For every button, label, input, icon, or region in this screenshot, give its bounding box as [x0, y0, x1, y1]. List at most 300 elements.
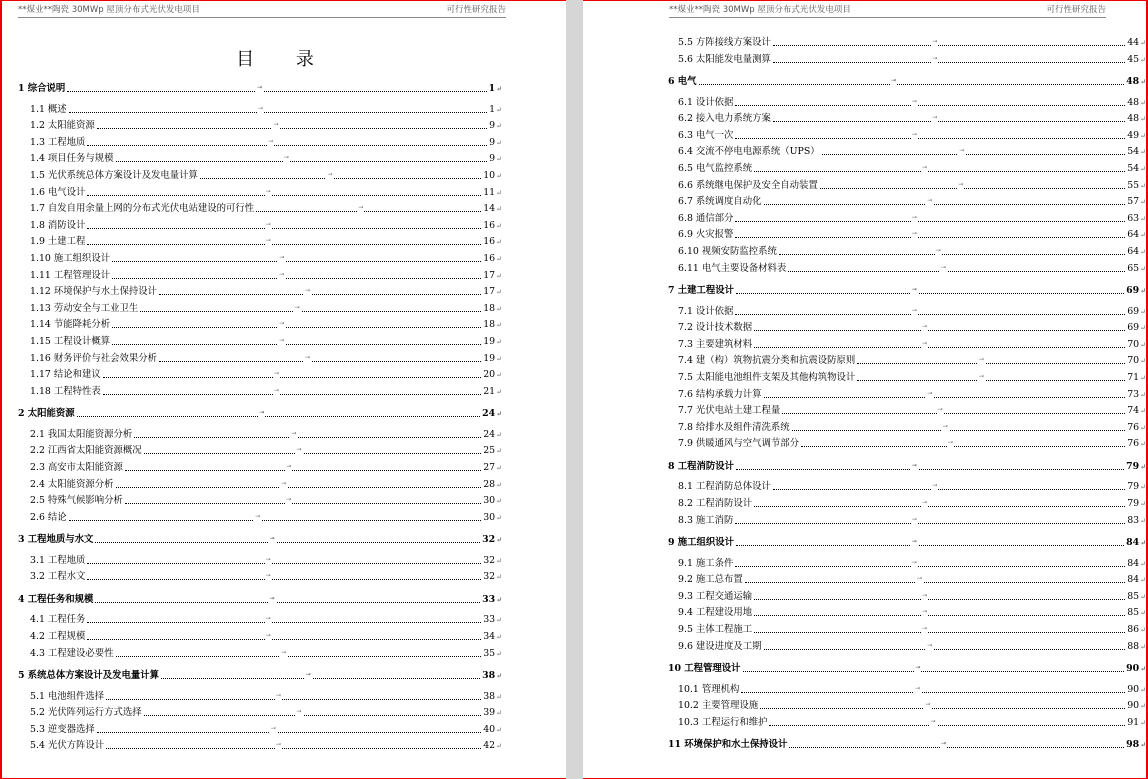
toc-dot-leader	[735, 523, 1125, 524]
paragraph-mark-icon: ↵	[496, 447, 502, 456]
toc-entry-title: 6.10 视频安防监控系统	[678, 246, 777, 257]
toc-page-number: 32	[482, 534, 496, 546]
toc-entry-title: 9 施工组织设计	[668, 537, 735, 549]
toc-dot-leader	[741, 692, 1125, 693]
paragraph-mark-icon: ↵	[496, 221, 502, 230]
toc-page-number: 98	[1126, 739, 1140, 751]
toc-section-entry[interactable]	[30, 444, 502, 457]
toc-section-entry[interactable]	[678, 683, 1146, 696]
toc-chapter-entry[interactable]	[668, 662, 1146, 675]
toc-section-entry[interactable]	[678, 354, 1146, 367]
paragraph-mark-icon: ↵	[496, 238, 502, 247]
toc-section-entry[interactable]	[30, 706, 502, 719]
paragraph-mark-icon: ↵	[496, 321, 502, 330]
toc-entry-title: 3.1 工程地质	[30, 554, 86, 566]
toc-dot-leader	[77, 416, 480, 417]
toc-page-number: 17	[483, 286, 496, 298]
toc-section-entry[interactable]	[678, 245, 1146, 258]
toc-section-entry[interactable]	[678, 321, 1146, 334]
toc-section-entry[interactable]	[30, 494, 502, 507]
toc-page-number: 42	[483, 740, 496, 752]
toc-dot-leader	[857, 380, 1125, 381]
toc-page-number: 76	[1127, 438, 1140, 450]
toc-dot-leader	[112, 327, 481, 328]
toc-dot-leader	[256, 211, 481, 212]
paragraph-mark-icon: ↵	[496, 205, 502, 214]
toc-entry-title: 6.5 电气监控系统	[678, 163, 753, 174]
toc-entry-title: 4.1 工程任务	[30, 614, 86, 626]
toc-dot-leader	[820, 188, 1125, 189]
toc-entry-title: 7.4 建（构）筑物抗震分类和抗震设防原则	[678, 355, 856, 367]
toc-section-entry[interactable]	[30, 461, 502, 474]
toc-page-number: 32	[483, 571, 496, 583]
toc-page-number: 79	[1126, 460, 1140, 472]
toc-chapter-entry[interactable]	[668, 75, 1146, 88]
toc-dot-leader	[87, 228, 481, 229]
toc-section-entry[interactable]	[30, 511, 502, 524]
toc-entry-title: 2.5 特殊气候影响分析	[30, 495, 123, 507]
toc-entry-title: 4.3 工程建设必要性	[30, 647, 114, 659]
toc-entry-title: 1 综合说明	[18, 83, 66, 94]
toc-dot-leader	[754, 599, 1125, 600]
toc-page-number: 11	[483, 186, 496, 198]
toc-page-number: 10	[483, 169, 496, 181]
toc-section-entry[interactable]	[678, 404, 1146, 417]
paragraph-mark-icon: ↵	[1140, 248, 1146, 256]
toc-page-number: 86	[1127, 624, 1140, 635]
toc-dot-leader	[735, 138, 1125, 139]
toc-dot-leader	[773, 121, 1125, 122]
toc-entry-title: 5.3 逆变器选择	[30, 723, 95, 735]
toc-page-number: 16	[483, 236, 496, 248]
paragraph-mark-icon: ↵	[1140, 685, 1146, 694]
toc-page-number: 38	[483, 690, 496, 702]
toc-dot-leader	[134, 437, 481, 438]
toc-entry-title: 1.7 自发自用余量上网的分布式光伏电站建设的可行性	[30, 203, 255, 215]
toc-entry-title: 3.2 工程水文	[30, 571, 86, 583]
paragraph-mark-icon: ↵	[496, 692, 502, 701]
toc-chapter-entry[interactable]	[18, 533, 502, 546]
toc-page-number: 18	[483, 302, 496, 314]
toc-section-entry[interactable]	[30, 690, 502, 703]
toc-section-entry[interactable]	[30, 739, 502, 752]
paragraph-mark-icon: ↵	[1140, 340, 1146, 349]
toc-section-entry[interactable]	[30, 202, 502, 215]
toc-entry-title: 7 土建工程设计	[668, 285, 735, 297]
toc-section-entry[interactable]	[30, 335, 502, 348]
toc-dot-leader	[116, 656, 482, 657]
paragraph-mark-icon: ↵	[496, 497, 502, 506]
toc-entry-title: 9.3 工程交通运输	[678, 590, 753, 602]
toc-page-number: 32	[483, 554, 496, 566]
paragraph-mark-icon: ↵	[496, 337, 502, 346]
toc-dot-leader	[106, 748, 481, 749]
toc-dot-leader	[103, 377, 481, 378]
toc-chapter-entry[interactable]	[668, 536, 1146, 549]
toc-chapter-entry[interactable]	[668, 460, 1146, 473]
toc-dot-leader	[736, 293, 1124, 294]
toc-section-entry[interactable]	[678, 480, 1146, 493]
paragraph-mark-icon: ↵	[1140, 642, 1146, 651]
toc-dot-leader	[760, 708, 1125, 709]
toc-section-entry[interactable]	[30, 169, 502, 182]
paragraph-mark-icon: ↵	[1140, 307, 1146, 316]
toc-section-entry[interactable]	[30, 269, 502, 282]
toc-page-number: 83	[1127, 514, 1140, 526]
toc-page-number: 64	[1127, 229, 1140, 241]
toc-dot-leader	[95, 602, 480, 603]
toc-page-number: 57	[1127, 196, 1140, 208]
toc-section-entry[interactable]	[30, 428, 502, 441]
toc-entry-title: 5.4 光伏方阵设计	[30, 740, 105, 752]
toc-page-number: 48	[1127, 113, 1140, 125]
toc-dot-leader	[773, 45, 1125, 46]
toc-page-number: 40	[483, 723, 496, 735]
toc-entry-title: 8.1 工程消防总体设计	[678, 481, 771, 493]
paragraph-mark-icon: ↵	[1140, 357, 1146, 366]
toc-entry-title: 1.10 施工组织设计	[30, 252, 111, 264]
toc-section-entry[interactable]	[30, 385, 502, 398]
toc-dot-leader	[754, 615, 1125, 616]
toc-page-number: 1	[488, 83, 496, 94]
toc-page-number: 63	[1127, 212, 1140, 224]
toc-entry-title: 1.14 节能降耗分析	[30, 319, 111, 331]
toc-section-entry[interactable]	[678, 305, 1146, 318]
toc-dot-leader	[735, 566, 1125, 567]
toc-chapter-entry[interactable]	[18, 669, 502, 682]
toc-dot-leader	[773, 62, 1125, 63]
toc-section-entry[interactable]	[30, 318, 502, 331]
toc-page-number: 35	[483, 647, 496, 659]
toc-section-entry[interactable]	[678, 716, 1146, 729]
toc-dot-leader	[103, 394, 481, 395]
toc-page-number: 9	[489, 136, 496, 148]
toc-entry-title: 7.6 结构承载力计算	[678, 388, 762, 400]
toc-dot-leader	[125, 503, 481, 504]
toc-page-number: 84	[1126, 537, 1140, 549]
toc-entry-title: 9.5 主体工程施工	[678, 624, 753, 635]
toc-page-number: 90	[1127, 700, 1140, 712]
toc-section-entry[interactable]	[678, 212, 1146, 225]
toc-entry-title: 7.8 给排水及组件清洗系统	[678, 421, 790, 433]
paragraph-mark-icon: ↵	[1140, 626, 1146, 634]
toc-dot-leader	[87, 622, 481, 623]
toc-section-entry[interactable]	[678, 53, 1146, 66]
paragraph-mark-icon: ↵	[496, 304, 502, 313]
toc-section-entry[interactable]	[30, 219, 502, 232]
toc-dot-leader	[736, 469, 1124, 470]
toc-dot-leader	[97, 732, 481, 733]
paragraph-mark-icon: ↵	[1140, 77, 1146, 87]
toc-page-number: 25	[483, 445, 496, 457]
toc-page-number: 9	[489, 120, 496, 132]
paragraph-mark-icon: ↵	[1140, 664, 1146, 674]
toc-section-entry[interactable]	[30, 368, 502, 381]
toc-page-number: 14	[483, 203, 496, 215]
toc-dot-leader	[159, 294, 481, 295]
toc-section-entry[interactable]	[30, 103, 502, 116]
header-project-title: **煤业**陶瓷 30MWp 屋顶分布式光伏发电项目	[18, 5, 200, 15]
toc-section-entry[interactable]	[30, 570, 502, 583]
toc-dot-leader	[764, 397, 1126, 398]
toc-section-entry[interactable]	[678, 590, 1146, 603]
toc-section-entry[interactable]	[678, 388, 1146, 401]
toc-chapter-entry[interactable]	[668, 284, 1146, 297]
toc-section-entry[interactable]	[30, 723, 502, 736]
toc-entry-title: 1.5 光伏系统总体方案设计及发电量计算	[30, 169, 198, 181]
toc-section-entry[interactable]	[30, 136, 502, 149]
toc-section-entry[interactable]	[678, 36, 1146, 49]
toc-section-entry[interactable]	[678, 179, 1146, 192]
toc-dot-leader	[801, 446, 1125, 447]
toc-entry-title: 1.11 工程管理设计	[30, 269, 111, 281]
toc-section-entry[interactable]	[678, 514, 1146, 527]
paragraph-mark-icon: ↵	[496, 649, 502, 658]
toc-entry-title: 1.16 财务评价与社会效果分析	[30, 352, 157, 364]
toc-page-number: 71	[1127, 372, 1140, 383]
toc-section-entry[interactable]	[678, 228, 1146, 241]
paragraph-mark-icon: ↵	[496, 155, 502, 164]
toc-section-entry[interactable]	[678, 640, 1146, 653]
toc-section-entry[interactable]	[30, 186, 502, 199]
paragraph-mark-icon: ↵	[496, 742, 502, 751]
toc-section-entry[interactable]	[678, 437, 1146, 450]
toc-dot-leader	[87, 195, 481, 196]
toc-section-entry[interactable]	[678, 421, 1146, 434]
toc-dot-leader	[754, 171, 1125, 172]
toc-page-number: 85	[1127, 590, 1140, 602]
toc-page-number: 9	[489, 153, 496, 165]
toc-section-entry[interactable]	[30, 630, 502, 643]
toc-dot-leader	[735, 237, 1125, 238]
toc-page-number: 44	[1127, 37, 1140, 48]
toc-dot-leader	[736, 545, 1124, 546]
toc-section-entry[interactable]	[30, 302, 502, 315]
toc-page-number: 1	[489, 103, 496, 115]
toc-entry-title: 6 电气	[668, 76, 697, 88]
toc-page-number: 16	[483, 219, 496, 231]
toc-page-number: 55	[1127, 179, 1140, 191]
toc-dot-leader	[87, 579, 481, 580]
toc-entry-title: 3 工程地质与水文	[18, 534, 94, 546]
toc-entry-title: 6.3 电气一次	[678, 129, 734, 141]
toc-dot-leader	[735, 221, 1125, 222]
toc-dot-leader	[743, 671, 1125, 672]
toc-dot-leader	[144, 715, 482, 716]
toc-dot-leader	[789, 747, 1124, 748]
toc-page-number: 69	[1127, 322, 1140, 334]
toc-section-entry[interactable]	[678, 623, 1146, 636]
toc-entry-title: 1.2 太阳能资源	[30, 120, 95, 132]
toc-page-number: 54	[1127, 163, 1140, 174]
paragraph-mark-icon: ↵	[1140, 214, 1146, 223]
toc-dot-leader	[822, 154, 1126, 155]
paragraph-mark-icon: ↵	[1140, 131, 1146, 140]
paragraph-mark-icon: ↵	[1140, 592, 1146, 601]
toc-entry-title: 1.8 消防设计	[30, 219, 86, 231]
toc-dot-leader	[87, 145, 487, 146]
header-report-type: 可行性研究报告	[1046, 5, 1106, 15]
paragraph-mark-icon: ↵	[1140, 39, 1146, 47]
paragraph-mark-icon: ↵	[496, 430, 502, 439]
toc-entry-title: 10 工程管理设计	[668, 663, 741, 675]
toc-section-entry[interactable]	[678, 162, 1146, 175]
toc-dot-leader	[69, 520, 482, 521]
toc-section-entry[interactable]	[30, 647, 502, 660]
toc-section-entry[interactable]	[30, 152, 502, 165]
toc-section-entry[interactable]	[678, 699, 1146, 712]
paragraph-mark-icon: ↵	[496, 573, 502, 582]
toc-section-entry[interactable]	[678, 573, 1146, 586]
paragraph-mark-icon: ↵	[496, 354, 502, 363]
toc-section-entry[interactable]	[678, 557, 1146, 570]
toc-entry-title: 6.1 设计依据	[678, 96, 734, 108]
toc-dot-leader	[112, 278, 481, 279]
toc-dot-leader	[144, 453, 482, 454]
toc-entry-title: 2.3 高安市太阳能资源	[30, 461, 123, 473]
paragraph-mark-icon: ↵	[496, 632, 502, 641]
toc-dot-leader	[788, 271, 1125, 272]
toc-section-entry[interactable]	[678, 371, 1146, 384]
toc-dot-leader	[857, 363, 1125, 364]
toc-entry-title: 7.3 主要建筑材料	[678, 338, 753, 350]
toc-entry-title: 9.1 施工条件	[678, 557, 734, 569]
toc-entry-title: 5 系统总体方案设计及发电量计算	[18, 670, 160, 681]
paragraph-mark-icon: ↵	[496, 556, 502, 565]
paragraph-mark-icon: ↵	[1140, 483, 1146, 492]
toc-page-number: 65	[1127, 262, 1140, 274]
toc-entry-title: 6.4 交流不停电电源系统（UPS）	[678, 146, 820, 158]
toc-section-entry[interactable]	[678, 338, 1146, 351]
toc-page-number: 70	[1127, 338, 1140, 350]
document-page-right	[583, 0, 1148, 779]
toc-dot-leader	[125, 470, 481, 471]
toc-section-entry[interactable]	[678, 195, 1146, 208]
toc-chapter-entry[interactable]	[18, 82, 502, 95]
paragraph-mark-icon: ↵	[496, 171, 502, 180]
paragraph-mark-icon: ↵	[496, 188, 502, 197]
paragraph-mark-icon: ↵	[496, 535, 502, 545]
toc-entry-title: 1.1 概述	[30, 103, 67, 115]
paragraph-mark-icon: ↵	[496, 616, 502, 625]
page-header	[18, 1, 506, 18]
paragraph-mark-icon: ↵	[1140, 500, 1146, 508]
paragraph-mark-icon: ↵	[1140, 407, 1146, 416]
toc-entry-title: 1.9 土建工程	[30, 236, 86, 248]
toc-entry-title: 6.2 接入电力系统方案	[678, 113, 771, 125]
toc-page-number: 69	[1126, 285, 1140, 297]
page-header	[669, 1, 1106, 18]
toc-page-number: 45	[1127, 53, 1140, 65]
toc-page-number: 76	[1127, 421, 1140, 433]
paragraph-mark-icon: ↵	[496, 671, 502, 680]
toc-page-number: 79	[1127, 481, 1140, 493]
toc-entry-title: 2.1 我国太阳能资源分析	[30, 428, 133, 440]
paragraph-mark-icon: ↵	[1140, 324, 1146, 333]
toc-entry-title: 9.4 工程建设用地	[678, 607, 753, 619]
toc-dot-leader	[764, 204, 1126, 205]
toc-dot-leader	[754, 506, 1125, 507]
toc-section-entry[interactable]	[678, 112, 1146, 125]
toc-entry-title: 10.2 主要管理设施	[678, 700, 759, 712]
toc-page-number: 79	[1127, 498, 1140, 509]
toc-entry-title: 5.2 光伏阵列运行方式选择	[30, 707, 142, 719]
toc-page-number: 30	[483, 495, 496, 507]
toc-dot-leader	[754, 632, 1125, 633]
toc-section-entry[interactable]	[30, 613, 502, 626]
toc-section-entry[interactable]	[30, 119, 502, 132]
toc-section-entry[interactable]	[678, 129, 1146, 142]
paragraph-mark-icon: ↵	[1140, 165, 1146, 173]
toc-chapter-entry[interactable]	[668, 738, 1146, 751]
toc-entry-title: 1.15 工程设计概算	[30, 335, 111, 347]
toc-section-entry[interactable]	[30, 554, 502, 567]
paragraph-mark-icon: ↵	[496, 480, 502, 489]
toc-section-entry[interactable]	[678, 96, 1146, 109]
paragraph-mark-icon: ↵	[1140, 148, 1146, 157]
toc-entry-title: 7.2 设计技术数据	[678, 322, 753, 334]
toc-page-number: 30	[483, 511, 496, 523]
toc-entry-title: 11 环境保护和水土保持设计	[668, 739, 788, 751]
toc-page-number: 34	[483, 630, 496, 642]
paragraph-mark-icon: ↵	[496, 122, 502, 131]
toc-section-entry[interactable]	[678, 145, 1146, 158]
toc-page-number: 84	[1127, 574, 1140, 586]
toc-section-entry[interactable]	[30, 285, 502, 298]
toc-chapter-entry[interactable]	[18, 593, 502, 606]
toc-page-number: 54	[1127, 146, 1140, 158]
toc-section-entry[interactable]	[678, 262, 1146, 275]
toc-page-number: 27	[483, 461, 496, 473]
toc-dot-leader	[97, 128, 487, 129]
toc-section-entry[interactable]	[30, 235, 502, 248]
toc-page-number: 73	[1127, 388, 1140, 400]
toc-dot-leader	[745, 582, 1125, 583]
toc-entry-title: 6.9 火灾报警	[678, 229, 734, 241]
document-page-left	[0, 0, 566, 779]
paragraph-mark-icon: ↵	[496, 725, 502, 734]
toc-section-entry[interactable]	[30, 352, 502, 365]
paragraph-mark-icon: ↵	[1140, 461, 1146, 471]
toc-entry-title: 6.7 系统调度自动化	[678, 196, 762, 208]
toc-entry-title: 5.5 方阵接线方案设计	[678, 37, 771, 48]
paragraph-mark-icon: ↵	[496, 288, 502, 297]
paragraph-mark-icon: ↵	[1140, 98, 1146, 107]
paragraph-mark-icon: ↵	[1140, 390, 1146, 399]
toc-entry-title: 2 太阳能资源	[18, 408, 75, 420]
toc-section-entry[interactable]	[30, 252, 502, 265]
toc-entry-title: 7.5 太阳能电池组件支架及其他构筑物设计	[678, 372, 856, 383]
paragraph-mark-icon: ↵	[496, 271, 502, 280]
toc-section-entry[interactable]	[30, 478, 502, 491]
toc-dot-leader	[159, 361, 481, 362]
toc-entry-title: 1.6 电气设计	[30, 186, 86, 198]
toc-page-number: 48	[1126, 76, 1140, 88]
toc-page-number: 38	[482, 670, 496, 681]
paragraph-mark-icon: ↵	[1140, 423, 1146, 432]
toc-section-entry[interactable]	[678, 606, 1146, 619]
toc-entry-title: 8.2 工程消防设计	[678, 498, 753, 509]
paragraph-mark-icon: ↵	[496, 387, 502, 396]
toc-entry-title: 8.3 施工消防	[678, 514, 734, 526]
paragraph-mark-icon: ↵	[1140, 231, 1146, 240]
toc-entry-title: 6.11 电气主要设备材料表	[678, 262, 787, 274]
toc-chapter-entry[interactable]	[18, 407, 502, 420]
paragraph-mark-icon: ↵	[496, 105, 502, 114]
toc-page-number: 33	[482, 593, 496, 605]
toc-page-number: 24	[482, 408, 496, 420]
toc-section-entry[interactable]	[678, 497, 1146, 510]
